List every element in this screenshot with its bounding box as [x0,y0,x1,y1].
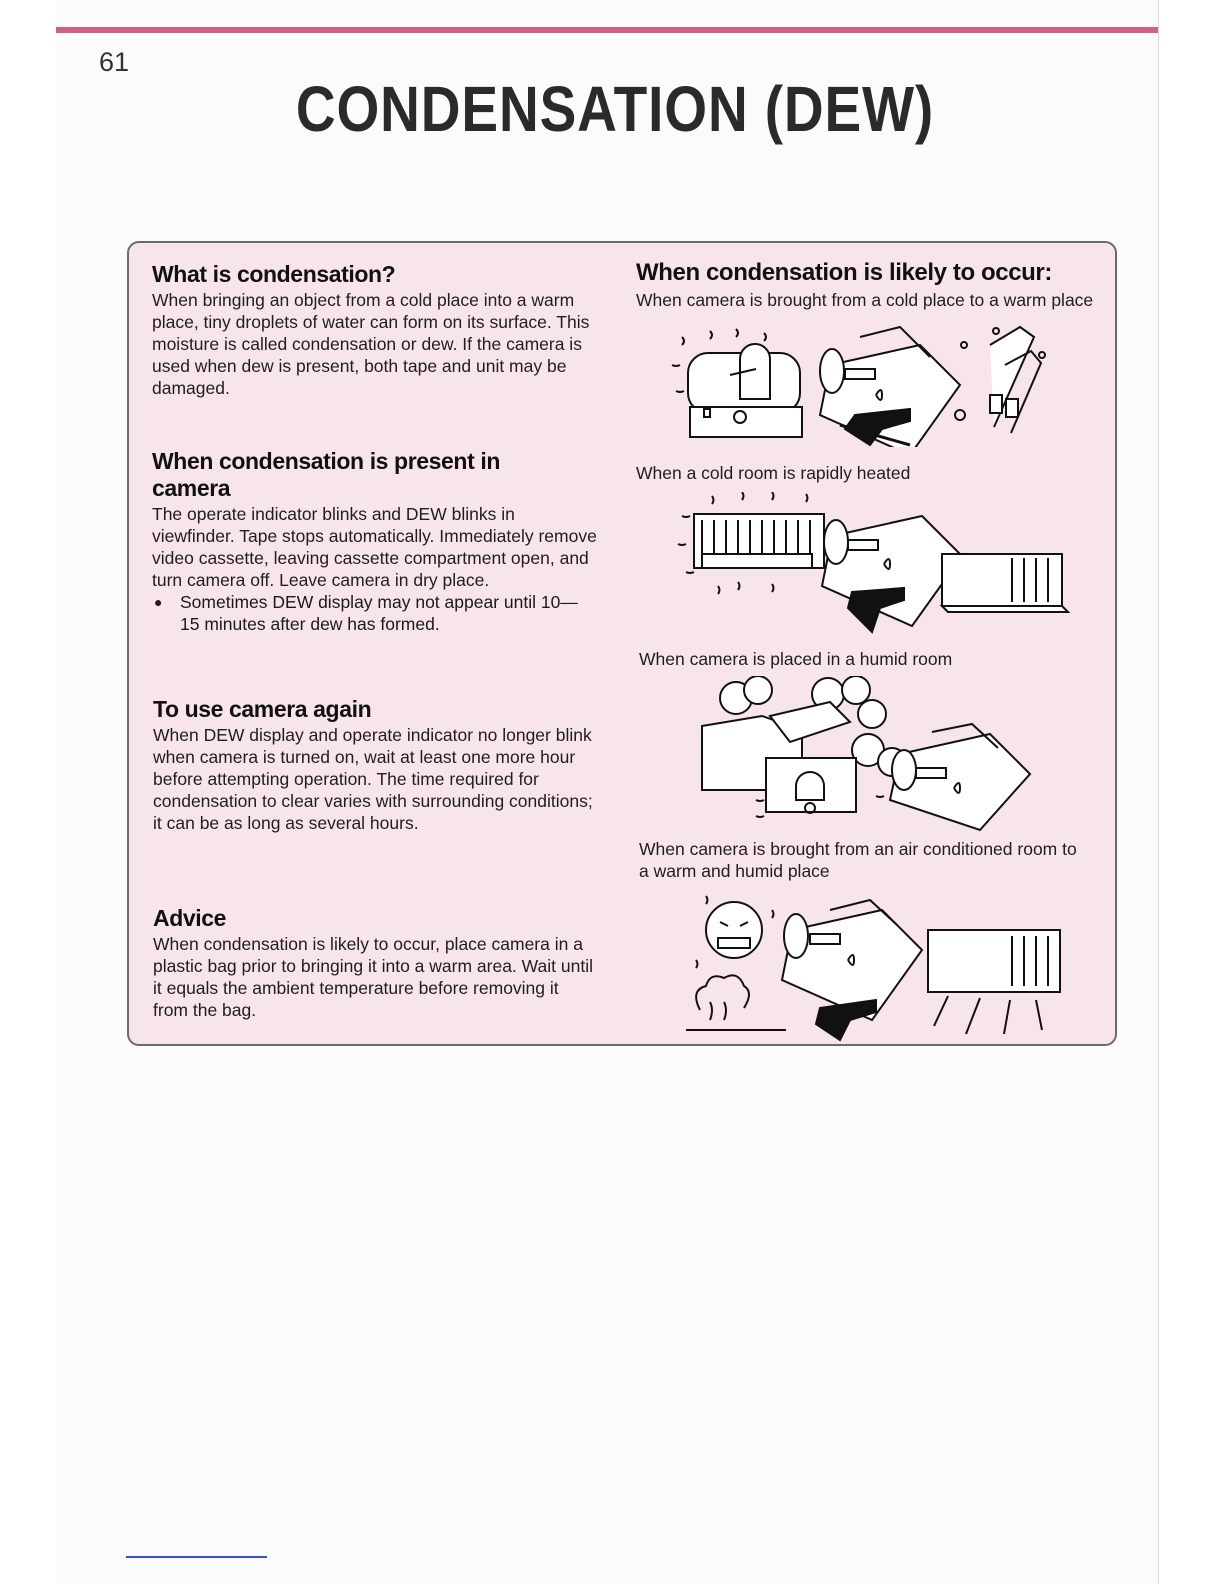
illustration-humid-room [696,676,1056,832]
section-what-is-condensation [152,261,612,399]
illustration-cold-to-warm [660,325,1060,447]
section-advice [153,905,613,1021]
illustration-cold-room-heated [672,492,1072,640]
illustration-air-conditioned [680,890,1070,1045]
camcorder-heater-illustration [672,492,1072,640]
camcorder-fridge-skis-illustration [660,325,1060,447]
section-use-camera-again [153,696,613,834]
section-heading: Advice [153,905,227,931]
bullet-text: Sometimes DEW display may not appear until 10—15 minutes after dew has formed. [180,592,578,634]
bullet-item [152,591,612,635]
footer-rule [126,1556,267,1558]
page-title: CONDENSATION (DEW) [295,73,935,145]
likely-heading: When condensation is likely to occur: [636,259,1052,286]
page-number: 61 [99,47,130,77]
top-rule [56,27,1158,33]
likely-section [636,259,1106,287]
caption-air-conditioned: When camera is brought from an air conditioned room to a warm and humid place [639,839,1077,881]
section-body: When bringing an object from a cold place into a warm place, tiny droplets of water can form on its surface. This moisture is called condensation or dew. If the camera is used when dew is present, both tape and unit may be damaged. [152,290,590,398]
camcorder-steam-illustration [696,676,1056,832]
section-heading: What is condensation? [152,261,396,287]
section-body: When DEW display and operate indicator no longer blink when camera is turned on, wait at least one more hour before attempting operation. The time required for condensation to clear varies with surrounding conditions; it can be as long as several hours. [153,725,593,833]
caption-cold-to-warm: When camera is brought from a cold place to a warm place [636,290,1094,310]
section-heading: When condensation is present in camera [152,448,500,501]
bullet-dot-icon: ● [154,594,163,610]
caption-cold-room-heated: When a cold room is rapidly heated [636,463,911,483]
camcorder-sun-aircon-illustration [680,890,1070,1045]
section-heading: To use camera again [153,696,372,722]
section-condensation-present [152,448,612,635]
section-body: The operate indicator blinks and DEW blinks in viewfinder. Tape stops automatically. Immediately remove video cassette, leaving cassette compartment open, and turn camera off. Leave camera in dry place. [152,504,597,590]
section-body: When condensation is likely to occur, place camera in a plastic bag prior to bringing it into a warm area. Wait until it equals the ambient temperature before removing it from the bag. [153,934,593,1020]
caption-humid-room: When camera is placed in a humid room [639,649,953,669]
